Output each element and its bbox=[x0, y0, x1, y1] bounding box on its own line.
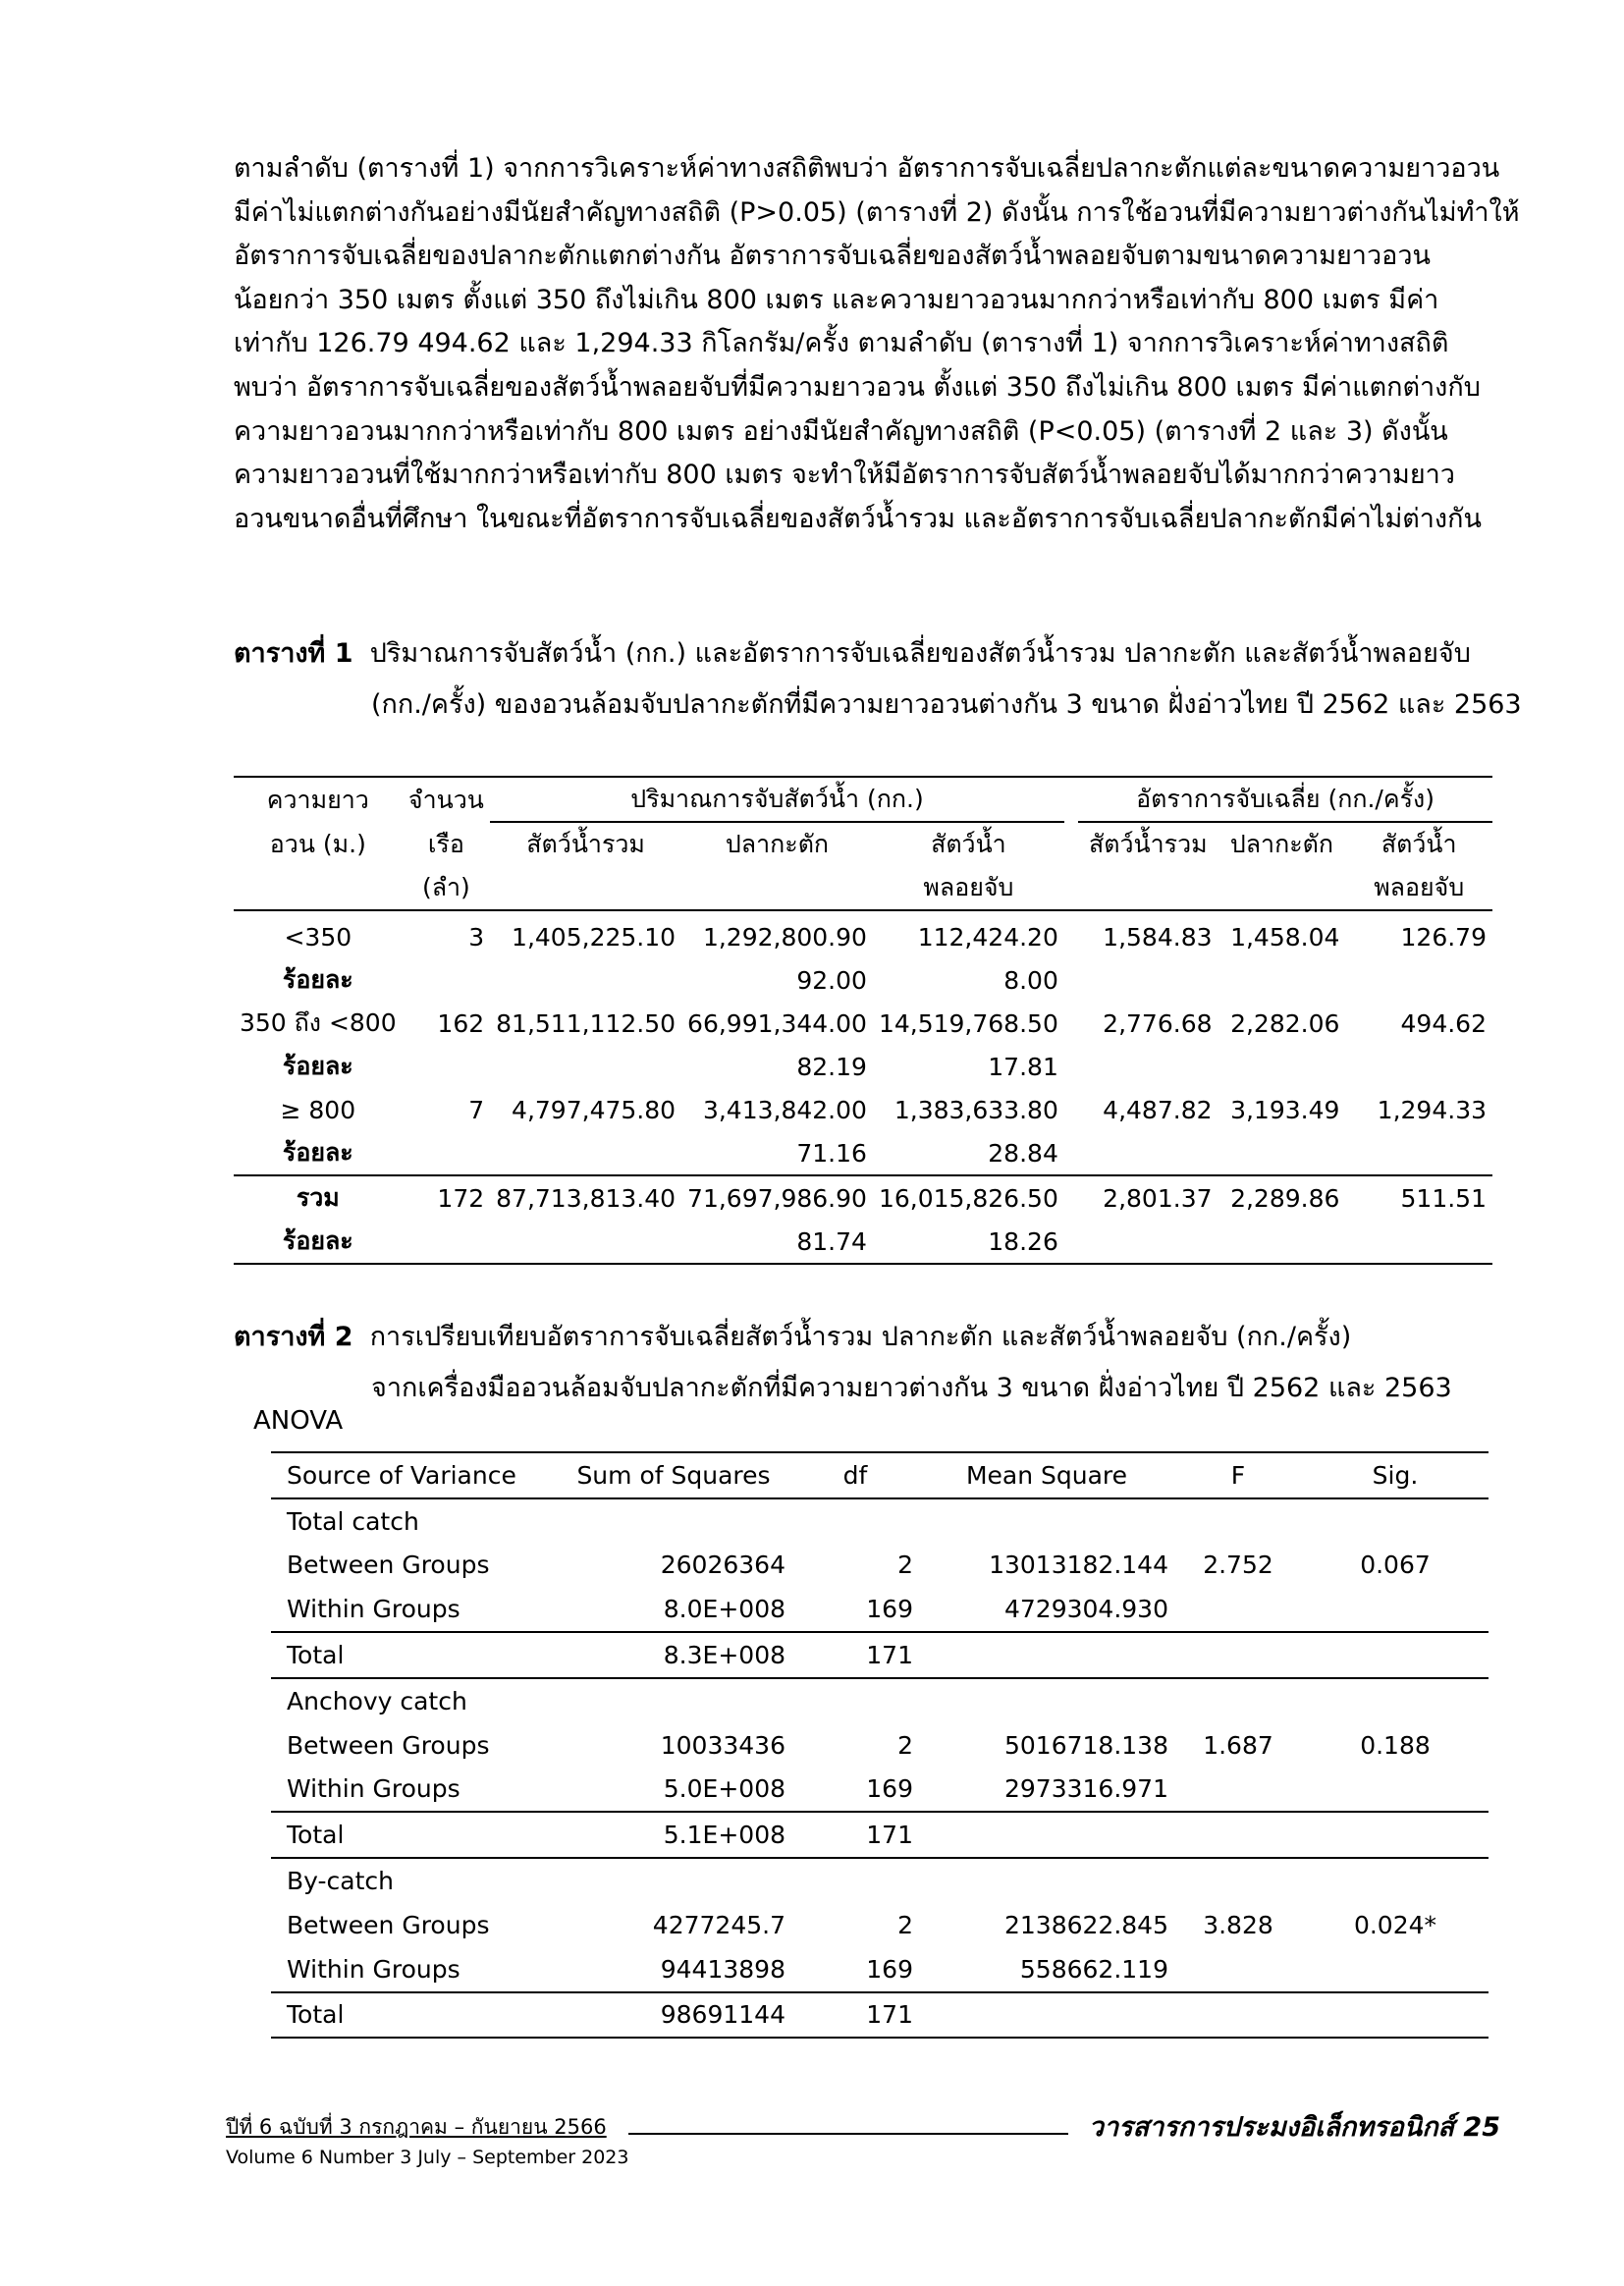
cell-ss: 8.3E+008 bbox=[556, 1632, 791, 1678]
cell-ss: 26026364 bbox=[660, 1551, 785, 1580]
cell-ms: 558662.119 bbox=[1019, 1954, 1168, 1984]
cell-percent-bycatch: 18.26 bbox=[873, 1220, 1064, 1264]
table-row bbox=[234, 1131, 1492, 1175]
cell-percent-label: ร้อยละ bbox=[282, 965, 353, 994]
table1-label: ตารางที่ 1 bbox=[234, 638, 353, 669]
cell-boats: 7 bbox=[468, 1095, 485, 1124]
footer-issue-english: Volume 6 Number 3 July – September 2023 bbox=[226, 2147, 629, 2168]
cell-catch-anchovy: 71,697,986.90 bbox=[681, 1175, 873, 1220]
row-label: Total bbox=[271, 1992, 556, 2039]
cell-sig: 0.188 bbox=[1360, 1730, 1431, 1760]
header-boats: (ลำ) bbox=[403, 866, 491, 910]
cell-rate-bycatch: 494.62 bbox=[1400, 1008, 1487, 1038]
cell-catch-anchovy: 3,413,842.00 bbox=[702, 1095, 867, 1124]
table-row-sum bbox=[234, 1175, 1492, 1220]
table-row bbox=[271, 1903, 1489, 1947]
cell-rate-anchovy: 3,193.49 bbox=[1230, 1095, 1340, 1124]
table-row-total bbox=[271, 1632, 1489, 1678]
cell-catch-bycatch: 14,519,768.50 bbox=[878, 1008, 1058, 1038]
cell-df: 171 bbox=[791, 1812, 919, 1858]
header-f: F bbox=[1174, 1452, 1302, 1498]
header-ss: Sum of Squares bbox=[556, 1452, 791, 1498]
cell-catch-total: 87,713,813.40 bbox=[490, 1175, 681, 1220]
table2-caption bbox=[234, 1312, 1500, 1414]
paragraph-line: พบว่า อัตราการจับเฉลี่ยของสัตว์น้ำพลอยจับที่มีความยาวอวน ตั้งแต่ 350 ถึงไม่เกิน 800 เมตร มีค่าแตกต่างกับ bbox=[234, 371, 1481, 403]
header-length: อวน (ม.) bbox=[269, 829, 366, 858]
cell-f: 2.752 bbox=[1203, 1551, 1273, 1580]
cell-catch-total: 81,511,112.50 bbox=[496, 1008, 677, 1038]
cell-sig: 0.067 bbox=[1360, 1551, 1431, 1580]
table-row bbox=[271, 1587, 1489, 1632]
table-row bbox=[234, 1045, 1492, 1088]
cell-rate-bycatch: 511.51 bbox=[1345, 1175, 1492, 1220]
cell-catch-bycatch: 16,015,826.50 bbox=[873, 1175, 1064, 1220]
cell-ss: 98691144 bbox=[556, 1992, 791, 2039]
header-rate-total: สัตว์น้ำรวม bbox=[1089, 830, 1208, 858]
cell-sum-label: รวม bbox=[234, 1175, 403, 1220]
cell-ss: 5.0E+008 bbox=[663, 1774, 785, 1804]
cell-ms: 5016718.138 bbox=[1003, 1730, 1168, 1760]
cell-f: 3.828 bbox=[1203, 1910, 1273, 1939]
header-rate-group: อัตราการจับเฉลี่ย (กก./ครั้ง) bbox=[1078, 777, 1492, 822]
paragraph-line: น้อยกว่า 350 เมตร ตั้งแต่ 350 ถึงไม่เกิน 800 เมตร และความยาวอวนมากกว่าหรือเท่ากับ 800 เมตร มีค่า bbox=[234, 284, 1439, 315]
cell-df: 171 bbox=[791, 1632, 919, 1678]
cell-sig: 0.024* bbox=[1353, 1910, 1437, 1939]
header-catch-total: สัตว์น้ำรวม bbox=[526, 830, 645, 858]
cell-df: 169 bbox=[866, 1954, 913, 1984]
cell-rate-total: 2,801.37 bbox=[1078, 1175, 1218, 1220]
header-sig: Sig. bbox=[1302, 1452, 1489, 1498]
header-catch-bycatch: สัตว์น้ำ bbox=[931, 830, 1006, 858]
cell-percent-anchovy: 81.74 bbox=[681, 1220, 873, 1264]
table-row bbox=[271, 1544, 1489, 1588]
cell-f: 1.687 bbox=[1203, 1730, 1273, 1760]
row-label: Between Groups bbox=[287, 1551, 490, 1580]
cell-rate-anchovy: 1,458.04 bbox=[1230, 922, 1340, 952]
cell-df: 169 bbox=[866, 1774, 913, 1804]
cell-boats: 172 bbox=[403, 1175, 491, 1220]
paragraph-line: ความยาวอวนมากกว่าหรือเท่ากับ 800 เมตร อย่างมีนัยสำคัญทางสถิติ (P<0.05) (ตารางที่ 2 และ 3) ดังนั้น bbox=[234, 415, 1448, 447]
header-catch-group: ปริมาณการจับสัตว์น้ำ (กก.) bbox=[490, 777, 1064, 822]
paragraph-line: ตามลำดับ (ตารางที่ 1) จากการวิเคราะห์ค่าทางสถิติพบว่า อัตราการจับเฉลี่ยปลากะตักแต่ละขนาดความยาวอวน bbox=[234, 153, 1500, 184]
cell-ss: 4277245.7 bbox=[652, 1910, 785, 1939]
cell-catch-anchovy: 66,991,344.00 bbox=[687, 1008, 867, 1038]
group-name: Total catch bbox=[287, 1506, 419, 1536]
cell-catch-bycatch: 1,383,633.80 bbox=[893, 1095, 1058, 1124]
header-catch-bycatch: พลอยจับ bbox=[873, 866, 1064, 910]
table-row bbox=[271, 1768, 1489, 1813]
cell-ms: 13013182.144 bbox=[989, 1551, 1168, 1580]
header-boats: จำนวน bbox=[403, 777, 491, 822]
anova-table bbox=[271, 1451, 1489, 2039]
cell-rate-bycatch: 1,294.33 bbox=[1377, 1095, 1487, 1124]
footer-divider bbox=[628, 2133, 1068, 2135]
cell-catch-bycatch: 112,424.20 bbox=[917, 922, 1058, 952]
cell-length: 350 ถึง <800 bbox=[240, 1008, 397, 1037]
footer-issue-thai: ปีที่ 6 ฉบับที่ 3 กรกฎาคม – กันยายน 2566 bbox=[226, 2115, 607, 2139]
header-rate-bycatch: สัตว์น้ำ bbox=[1380, 830, 1457, 858]
cell-rate-total: 4,487.82 bbox=[1103, 1095, 1213, 1124]
group-name: Anchovy catch bbox=[271, 1678, 556, 1723]
cell-length: ≥ 800 bbox=[280, 1095, 356, 1124]
row-label: Within Groups bbox=[287, 1954, 460, 1984]
header-df: df bbox=[791, 1452, 919, 1498]
cell-catch-anchovy: 1,292,800.90 bbox=[702, 922, 867, 952]
table-row-total bbox=[271, 1992, 1489, 2039]
table2-label: ตารางที่ 2 bbox=[234, 1322, 353, 1352]
paragraph-line: ความยาวอวนที่ใช้มากกว่าหรือเท่ากับ 800 เมตร จะทำให้มีอัตราการจับสัตว์น้ำพลอยจับได้มากกว่าความยาว bbox=[234, 460, 1455, 491]
cell-percent-label: ร้อยละ bbox=[234, 1220, 403, 1264]
cell-ss: 94413898 bbox=[660, 1954, 785, 1984]
cell-rate-total: 2,776.68 bbox=[1103, 1008, 1213, 1038]
paragraph-line: อัตราการจับเฉลี่ยของปลากะตักแตกต่างกัน อัตราการจับเฉลี่ยของสัตว์น้ำพลอยจับตามขนาดความยาวอวน bbox=[234, 241, 1431, 272]
row-label: Within Groups bbox=[287, 1595, 460, 1624]
cell-percent-anchovy: 82.19 bbox=[796, 1052, 867, 1081]
table-row bbox=[234, 958, 1492, 1002]
cell-boats: 3 bbox=[468, 922, 485, 952]
footer-journal-page: วารสารการประมงอิเล็กทรอนิกส์ 25 bbox=[1088, 2112, 1500, 2143]
paragraph-line: อวนขนาดอื่นที่ศึกษา ในขณะที่อัตราการจับเฉลี่ยของสัตว์น้ำรวม และอัตราการจับเฉลี่ยปลากะตักมีค่าไม่ต่างกัน bbox=[234, 503, 1482, 534]
table-row bbox=[271, 1723, 1489, 1768]
header-rate-anchovy: ปลากะตัก bbox=[1229, 830, 1334, 858]
table2-caption-text: จากเครื่องมืออวนล้อมจับปลากะตักที่มีความยาวต่างกัน 3 ขนาด ฝั่งอ่าวไทย ปี 2562 และ 2563 bbox=[371, 1373, 1452, 1403]
cell-length: <350 bbox=[284, 922, 352, 952]
table1-caption-text: ปริมาณการจับสัตว์น้ำ (กก.) และอัตราการจับเฉลี่ยของสัตว์น้ำรวม ปลากะตัก และสัตว์น้ำพลอยจับ bbox=[369, 638, 1471, 669]
cell-boats: 162 bbox=[437, 1008, 485, 1038]
cell-catch-total: 1,405,225.10 bbox=[512, 922, 677, 952]
body-paragraph bbox=[234, 147, 1520, 541]
cell-df: 2 bbox=[897, 1551, 913, 1580]
cell-df: 2 bbox=[897, 1730, 913, 1760]
row-label: Within Groups bbox=[287, 1774, 460, 1804]
table-row bbox=[234, 915, 1492, 958]
cell-percent-bycatch: 8.00 bbox=[1003, 965, 1058, 995]
cell-catch-total: 4,797,475.80 bbox=[512, 1095, 677, 1124]
table1-caption bbox=[234, 628, 1522, 731]
cell-ms: 2973316.971 bbox=[1003, 1774, 1168, 1804]
header-rate-bycatch: พลอยจับ bbox=[1345, 866, 1492, 910]
group-name: By-catch bbox=[271, 1858, 556, 1903]
cell-percent-anchovy: 92.00 bbox=[796, 965, 867, 995]
cell-percent-bycatch: 17.81 bbox=[988, 1052, 1058, 1081]
paragraph-line: มีค่าไม่แตกต่างกันอย่างมีนัยสำคัญทางสถิติ (P>0.05) (ตารางที่ 2) ดังนั้น การใช้อวนที่มีความยาวต่างกันไม่ทำให้ bbox=[234, 196, 1520, 228]
cell-rate-bycatch: 126.79 bbox=[1400, 922, 1487, 952]
cell-ms: 2138622.845 bbox=[1003, 1910, 1168, 1939]
table-row bbox=[234, 1220, 1492, 1264]
row-label: Total bbox=[271, 1632, 556, 1678]
cell-percent-bycatch: 28.84 bbox=[988, 1138, 1058, 1168]
cell-df: 169 bbox=[866, 1595, 913, 1624]
header-catch-anchovy: ปลากะตัก bbox=[725, 830, 830, 858]
header-source: Source of Variance bbox=[271, 1452, 556, 1498]
cell-percent-anchovy: 71.16 bbox=[796, 1138, 867, 1168]
catch-table bbox=[234, 776, 1492, 1265]
table-row bbox=[271, 1947, 1489, 1992]
cell-df: 2 bbox=[897, 1910, 913, 1939]
cell-percent-label: ร้อยละ bbox=[282, 1138, 353, 1167]
table-row bbox=[234, 1088, 1492, 1131]
header-length: ความยาว bbox=[234, 777, 403, 822]
paragraph-line: เท่ากับ 126.79 494.62 และ 1,294.33 กิโลกรัม/ครั้ง ตามลำดับ (ตารางที่ 1) จากการวิเคราะห์ค่าทางสถิติ bbox=[234, 328, 1449, 359]
anova-title: ANOVA bbox=[253, 1406, 344, 1436]
cell-df: 171 bbox=[791, 1992, 919, 2039]
table-row bbox=[271, 1858, 1489, 1903]
row-label: Total bbox=[271, 1812, 556, 1858]
table-row bbox=[271, 1678, 1489, 1723]
cell-rate-anchovy: 2,289.86 bbox=[1218, 1175, 1346, 1220]
table-row bbox=[271, 1498, 1489, 1544]
cell-ss: 8.0E+008 bbox=[663, 1595, 785, 1624]
row-label: Between Groups bbox=[287, 1730, 490, 1760]
table-row-total bbox=[271, 1812, 1489, 1858]
cell-ss: 10033436 bbox=[660, 1730, 785, 1760]
row-label: Between Groups bbox=[287, 1910, 490, 1939]
table1-caption-text: (กก./ครั้ง) ของอวนล้อมจับปลากะตักที่มีความยาวอวนต่างกัน 3 ขนาด ฝั่งอ่าวไทย ปี 2562 และ 2563 bbox=[371, 689, 1522, 720]
table-row bbox=[234, 1002, 1492, 1045]
cell-percent-label: ร้อยละ bbox=[282, 1052, 353, 1080]
header-ms: Mean Square bbox=[919, 1452, 1174, 1498]
cell-rate-total: 1,584.83 bbox=[1103, 922, 1213, 952]
header-boats: เรือ bbox=[427, 829, 464, 858]
cell-rate-anchovy: 2,282.06 bbox=[1230, 1008, 1340, 1038]
table2-caption-text: การเปรียบเทียบอัตราการจับเฉลี่ยสัตว์น้ำรวม ปลากะตัก และสัตว์น้ำพลอยจับ (กก./ครั้ง) bbox=[369, 1322, 1352, 1352]
cell-ss: 5.1E+008 bbox=[556, 1812, 791, 1858]
cell-ms: 4729304.930 bbox=[1003, 1595, 1168, 1624]
